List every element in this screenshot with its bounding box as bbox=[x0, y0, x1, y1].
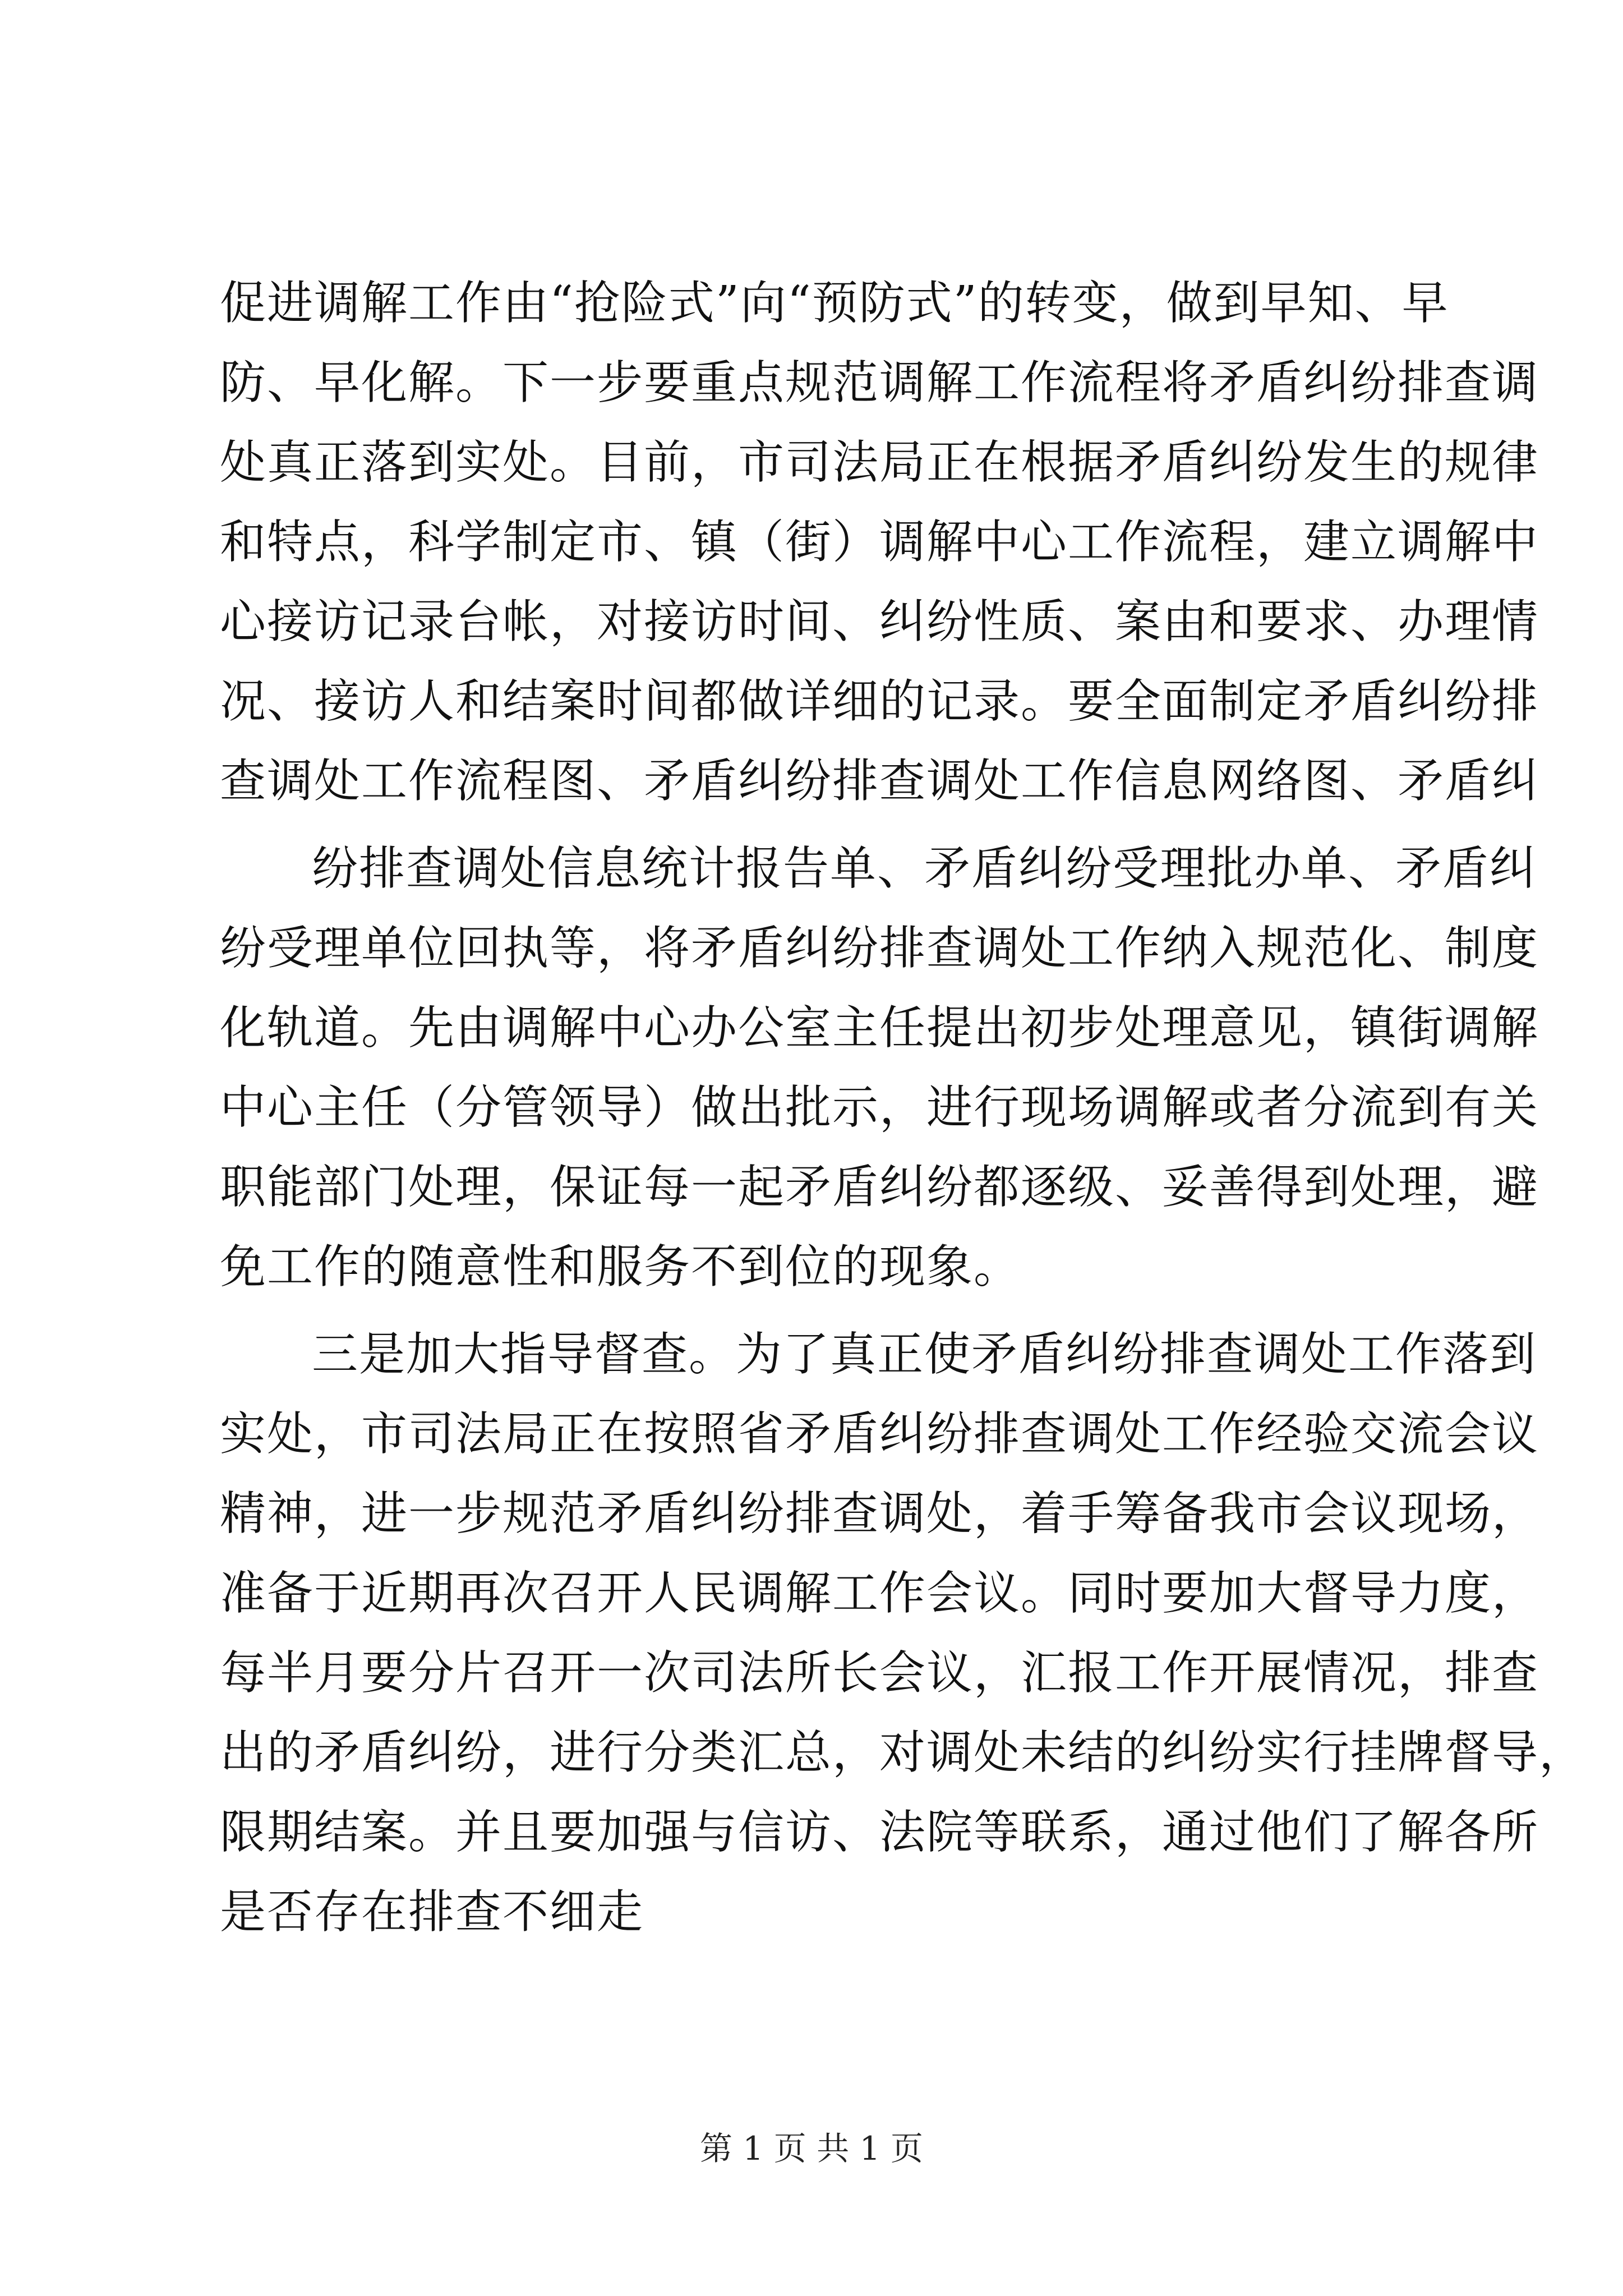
text-line: 出的矛盾纠纷，进行分类汇总，对调处未结的纠纷实行挂牌督导， bbox=[220, 1726, 1587, 1779]
text-line: 实处，市司法局正在按照省矛盾纠纷排查调处工作经验交流会议 bbox=[220, 1407, 1539, 1461]
text-line: 精神，进一步规范矛盾纠纷排查调处，着手筹备我市会议现场， bbox=[220, 1487, 1539, 1540]
text-line: 促进调解工作由“抢险式”向“预防式”的转变，做到早知、早 bbox=[220, 277, 1449, 330]
text-line: 纷排查调处信息统计报告单、矛盾纠纷受理批办单、矛盾纠 bbox=[312, 842, 1537, 895]
text-line: 防、早化解。下一步要重点规范调解工作流程将矛盾纠纷排查调 bbox=[220, 356, 1539, 409]
page-footer bbox=[0, 2126, 1623, 2171]
text-line: 和特点，科学制定市、镇（街）调解中心工作流程，建立调解中 bbox=[220, 516, 1539, 569]
text-line: 免工作的随意性和服务不到位的现象。 bbox=[220, 1240, 1021, 1294]
text-line: 三是加大指导督查。为了真正使矛盾纠纷排查调处工作落到 bbox=[312, 1328, 1537, 1381]
text-line: 纷受理单位回执等，将矛盾纠纷排查调处工作纳入规范化、制度 bbox=[220, 922, 1539, 975]
text-line: 心接访记录台帐，对接访时间、纠纷性质、案由和要求、办理情 bbox=[220, 595, 1539, 648]
text-line: 况、接访人和结案时间都做详细的记录。要全面制定矛盾纠纷排 bbox=[220, 675, 1539, 728]
text-line: 职能部门处理，保证每一起矛盾纠纷都逐级、妥善得到处理，避 bbox=[220, 1161, 1539, 1214]
text-line: 每半月要分片召开一次司法所长会议，汇报工作开展情况，排查 bbox=[220, 1646, 1539, 1700]
text-line: 化轨道。先由调解中心办公室主任提出初步处理意见，镇街调解 bbox=[220, 1001, 1539, 1055]
text-line: 中心主任（分管领导）做出批示，进行现场调解或者分流到有关 bbox=[220, 1081, 1539, 1134]
text-line: 处真正落到实处。目前，市司法局正在根据矛盾纠纷发生的规律 bbox=[220, 436, 1539, 489]
body-text bbox=[220, 264, 1587, 1952]
text-line: 限期结案。并且要加强与信访、法院等联系，通过他们了解各所 bbox=[220, 1806, 1539, 1859]
page-number-label: 第 1 页 共 1 页 bbox=[700, 2129, 923, 2168]
text-line: 是否存在排查不细走 bbox=[220, 1885, 644, 1939]
text-line: 查调处工作流程图、矛盾纠纷排查调处工作信息网络图、矛盾纠 bbox=[220, 754, 1539, 808]
text-line: 准备于近期再次召开人民调解工作会议。同时要加大督导力度， bbox=[220, 1567, 1539, 1620]
